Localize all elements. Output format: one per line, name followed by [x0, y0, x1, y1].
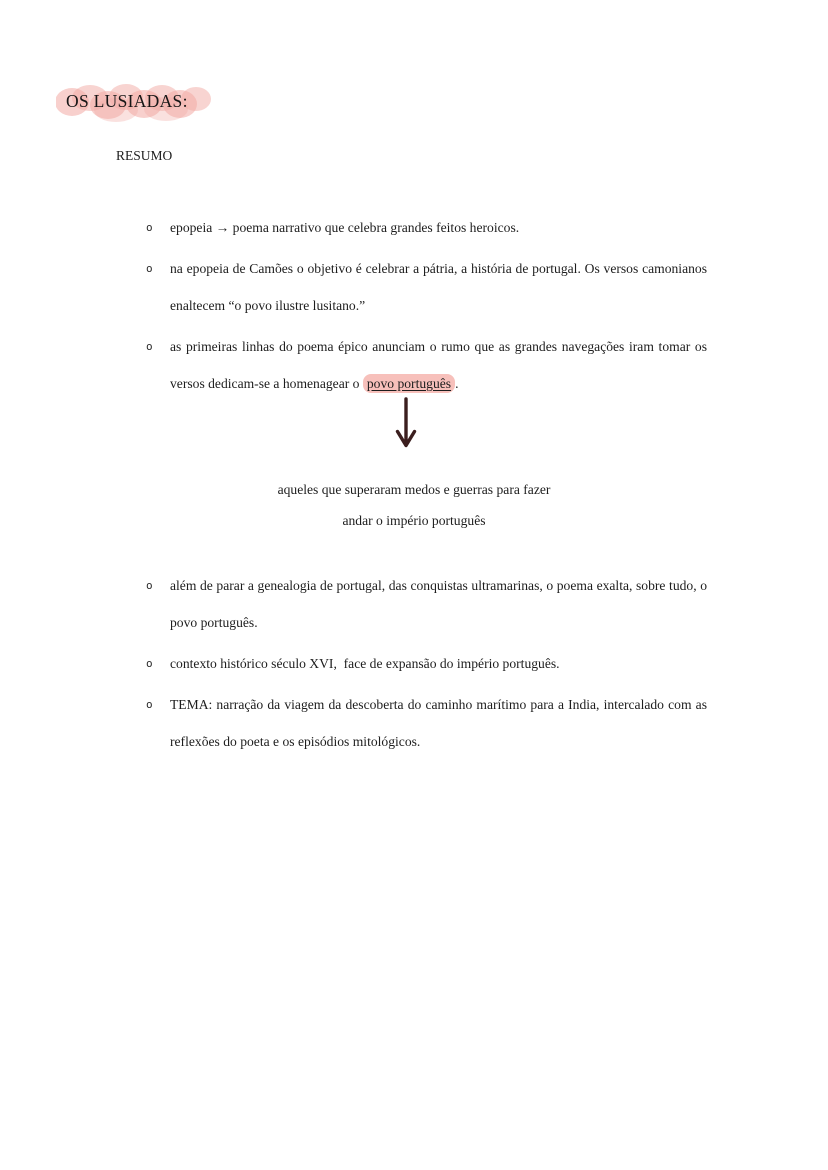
title-text: OS LUSIADAS:: [66, 91, 188, 111]
highlighted-phrase: povo português: [363, 374, 455, 393]
center-note: [0, 474, 828, 536]
bullet-text-after: .: [455, 376, 459, 391]
bullet-text: epopeia → poema narrativo que celebra grandes feitos heroicos.: [170, 220, 520, 235]
bullet-list-bottom: [146, 567, 707, 764]
down-arrow-icon: [390, 396, 422, 454]
list-item: [146, 209, 707, 246]
bullet-list-top: [146, 209, 707, 406]
bullet-marker: o: [146, 340, 153, 353]
bullet-marker: o: [146, 579, 153, 592]
list-item: [146, 686, 707, 760]
center-note-line: aqueles que superaram medos e guerras para fazer: [277, 482, 551, 497]
bullet-text: na epopeia de Camões o objetivo é celebrar a pátria, a história de portugal. Os versos camonianos enaltecem “o povo ilustre lusitano.”: [170, 261, 707, 313]
list-item: [146, 250, 707, 324]
bullet-text: além de parar a genealogia de portugal, das conquistas ultramarinas, o poema exalta, sobre tudo, o povo português.: [170, 578, 707, 630]
bullet-text: [170, 328, 707, 402]
list-item: [146, 567, 707, 641]
bullet-marker: o: [146, 657, 153, 670]
bullet-text-before: as primeiras linhas do poema épico anunciam o rumo que as grandes navegações iram tomar os versos dedicam-se a homenagear o: [170, 339, 707, 391]
center-note-line: andar o império português: [342, 513, 486, 528]
subtitle: RESUMO: [116, 148, 173, 163]
bullet-marker: o: [146, 698, 153, 711]
list-item: [146, 328, 707, 402]
page-title: [56, 82, 216, 126]
bullet-marker: o: [146, 262, 153, 275]
bullet-text: contexto histórico século XVI, face de expansão do império português.: [170, 656, 560, 671]
bullet-marker: o: [146, 221, 153, 234]
bullet-text: TEMA: narração da viagem da descoberta do caminho marítimo para a India, intercalado com as reflexões do poeta e os episódios mitológicos.: [170, 697, 707, 749]
list-item: [146, 645, 707, 682]
